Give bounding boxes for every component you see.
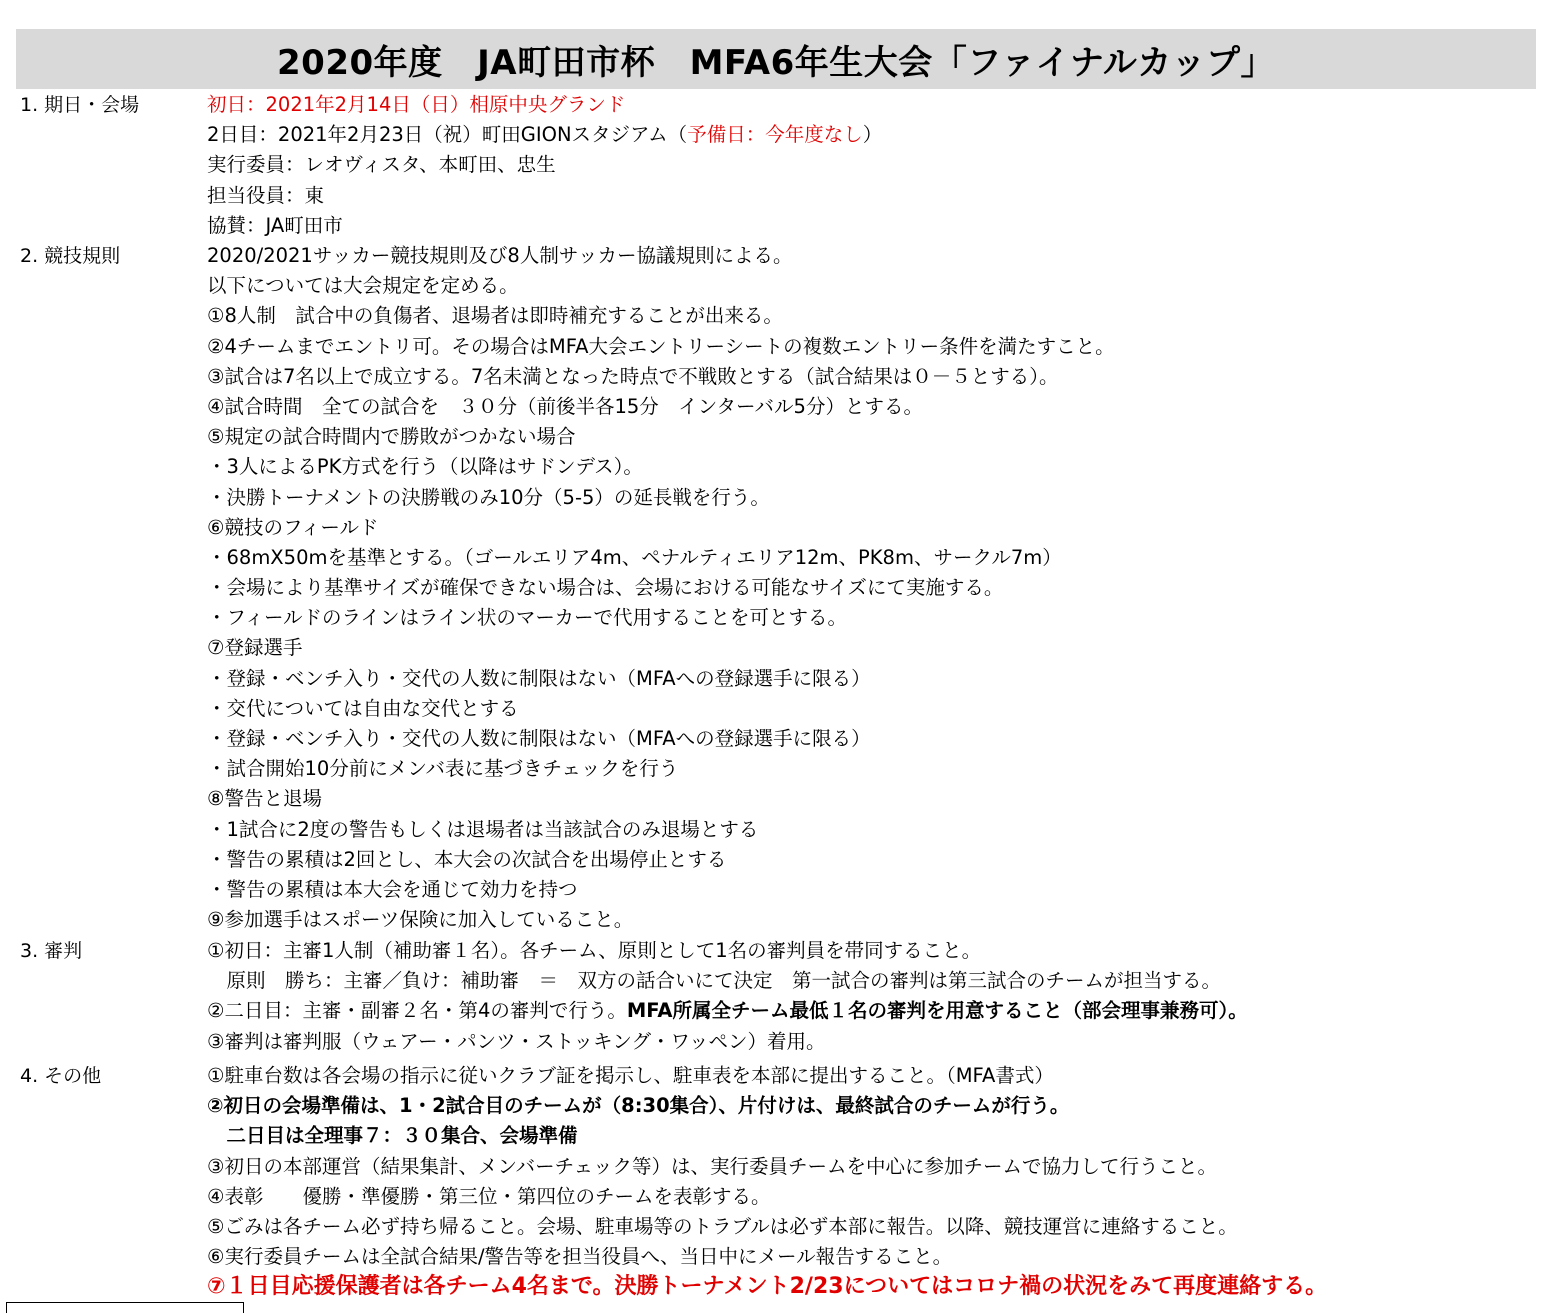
line-text: ②二日目：主審・副審２名・第4の審判で行う。: [207, 999, 627, 1023]
line-text: 2020/2021サッカー競技規則及び8人制サッカー協議規則による。: [207, 244, 793, 267]
text-line: [207, 1121, 1557, 1151]
line-text: ・フィールドのラインはライン状のマーカーで代用することを可とする。: [207, 606, 847, 630]
text-line: [207, 271, 1557, 301]
title-bar: [16, 29, 1536, 89]
text-line: [207, 181, 1557, 211]
text-line: [207, 543, 1557, 573]
text-line: [207, 150, 1557, 180]
text-line: [207, 392, 1557, 422]
section-lines: [207, 1061, 1557, 1303]
line-text: ③試合は7名以上で成立する。7名未満となった時点で不戦敗とする（試合結果は０－５とする）。: [207, 364, 1059, 388]
text-line: [207, 241, 1557, 271]
line-text: ・警告の累積は本大会を通じて効力を持つ: [207, 877, 578, 901]
text-line: [207, 301, 1557, 331]
text-line: [207, 724, 1557, 754]
line-text: 担当役員：東: [207, 183, 325, 207]
text-line: [207, 120, 1557, 150]
text-line: [207, 362, 1557, 392]
line-emphasis: 予備日：今年度なし: [687, 123, 863, 147]
text-line: [207, 875, 1557, 905]
line-text: 原則 勝ち：主審／負け：補助審 ＝ 双方の話合いにて決定 第一試合の審判は第三試合のチームが担当する。: [207, 969, 1222, 993]
line-text: ②4チームまでエントリ可。その場合はMFA大会エントリーシートの複数エントリー条件を満たすこと。: [207, 334, 1115, 358]
text-line: [207, 1242, 1557, 1272]
section-label: 4. その他: [20, 1065, 102, 1087]
section-label: 1. 期日・会場: [20, 94, 140, 116]
text-line: [207, 483, 1557, 513]
line-text: ⑤規定の試合時間内で勝敗がつかない場合: [207, 425, 576, 449]
line-text: ①8人制 試合中の負傷者、退場者は即時補充することが出来る。: [207, 304, 783, 328]
text-line: [207, 452, 1557, 482]
text-line: [207, 1061, 1557, 1091]
line-emphasis: MFA所属全チーム最低１名の審判を用意すること（部会理事兼務可）。: [626, 999, 1248, 1023]
line-text: ③初日の本部運営（結果集計、メンバーチェック等）は、実行委員チームを中心に参加チームで協力して行うこと。: [207, 1154, 1218, 1178]
text-line: [207, 211, 1557, 241]
line-text: ・68mX50mを基準とする。（ゴールエリア4m、ペナルティエリア12m、PK8m、サークル7m）: [207, 545, 1062, 569]
line-tail: ）: [862, 123, 883, 147]
text-line: [207, 633, 1557, 663]
text-line: [207, 422, 1557, 452]
text-line: [207, 996, 1557, 1026]
line-text: ①初日：主審1人制（補助審１名）。各チーム、原則として1名の審判員を帯同すること。: [207, 939, 982, 962]
section-label: 3. 審判: [20, 940, 83, 962]
line-text: 2日目：2021年2月23日（祝）町田GIONスタジアム（: [207, 123, 688, 147]
section-lines: [207, 936, 1557, 1057]
text-line: [207, 1027, 1557, 1057]
text-line: [207, 815, 1557, 845]
text-line: [207, 573, 1557, 603]
line-text: 二日目は全理事７：３０集合、会場準備: [207, 1124, 578, 1148]
section-label: 2. 競技規則: [20, 245, 121, 267]
line-text: ⑦登録選手: [207, 636, 303, 660]
line-text: ⑤ごみは各チーム必ず持ち帰ること。会場、駐車場等のトラブルは必ず本部に報告。以降、競技運営に連絡すること。: [207, 1214, 1238, 1238]
line-text: ・登録・ベンチ入り・交代の人数に制限はない（MFAへの登録選手に限る）: [207, 727, 871, 750]
text-line: [207, 513, 1557, 543]
line-text: ・登録・ベンチ入り・交代の人数に制限はない（MFAへの登録選手に限る）: [207, 666, 871, 690]
page-title: 2020年度 JA町田市杯 MFA6年生大会「ファイナルカップ」: [277, 42, 1275, 83]
line-text: 初日：2021年2月14日（日）相原中央グランド: [207, 93, 626, 116]
text-line: [207, 1091, 1557, 1121]
line-text: 協賛：JA町田市: [207, 213, 343, 237]
text-line: [207, 603, 1557, 633]
text-line: [207, 936, 1557, 966]
text-line: [207, 694, 1557, 724]
line-text: ⑥競技のフィールド: [207, 515, 379, 539]
section-lines: [207, 90, 1557, 241]
text-line: [207, 1212, 1557, 1242]
text-line: [207, 332, 1557, 362]
line-text: 実行委員：レオヴィスタ、本町田、忠生: [207, 153, 556, 177]
line-text: ②初日の会場準備は、1・2試合目のチームが（8:30集合）、片付けは、最終試合のチームが行う。: [207, 1094, 1070, 1118]
line-text: ⑦１日目応援保護者は各チーム4名まで。決勝トーナメント2/23についてはコロナ禍の状況をみて再度連絡する。: [207, 1274, 1328, 1300]
line-text: ④表彰 優勝・準優勝・第三位・第四位のチームを表彰する。: [207, 1184, 771, 1208]
line-text: ・1試合に2度の警告もしくは退場者は当該試合のみ退場とする: [207, 817, 759, 841]
line-text: ①駐車台数は各会場の指示に従いクラブ証を掲示し、駐車表を本部に提出すること。（MFA書式）: [207, 1064, 1054, 1087]
text-line: [207, 905, 1557, 935]
line-text: ④試合時間 全ての試合を ３０分（前後半各15分 インターバル5分）とする。: [207, 394, 923, 418]
line-text: ・3人によるPK方式を行う（以降はサドンデス）。: [207, 455, 643, 479]
line-text: ③審判は審判服（ウェアー・パンツ・ストッキング・ワッペン）着用。: [207, 1029, 826, 1053]
text-line: [207, 90, 1557, 120]
line-text: ⑧警告と退場: [207, 787, 322, 811]
text-line: [207, 1182, 1557, 1212]
line-text: 以下については大会規定を定める。: [207, 274, 519, 298]
line-text: ・警告の累積は2回とし、本大会の次試合を出場停止とする: [207, 847, 727, 871]
line-text: ・決勝トーナメントの決勝戦のみ10分（5-5）の延長戦を行う。: [207, 485, 770, 509]
line-text: ・交代については自由な交代とする: [207, 696, 519, 720]
text-line: [207, 966, 1557, 996]
text-line: [207, 784, 1557, 814]
text-line: [207, 664, 1557, 694]
text-line: [207, 1152, 1557, 1182]
line-text: ・試合開始10分前にメンバ表に基づきチェックを行う: [207, 757, 679, 781]
text-line: [207, 754, 1557, 784]
text-line: [207, 845, 1557, 875]
section-lines: [207, 241, 1557, 935]
line-text: ・会場により基準サイズが確保できない場合は、会場における可能なサイズにて実施する。: [207, 576, 1004, 600]
text-line: [207, 1272, 1557, 1302]
line-text: ⑨参加選手はスポーツ保険に加入していること。: [207, 908, 634, 932]
line-text: ⑥実行委員チームは全試合結果/警告等を担当役員へ、当日中にメール報告すること。: [207, 1245, 953, 1269]
